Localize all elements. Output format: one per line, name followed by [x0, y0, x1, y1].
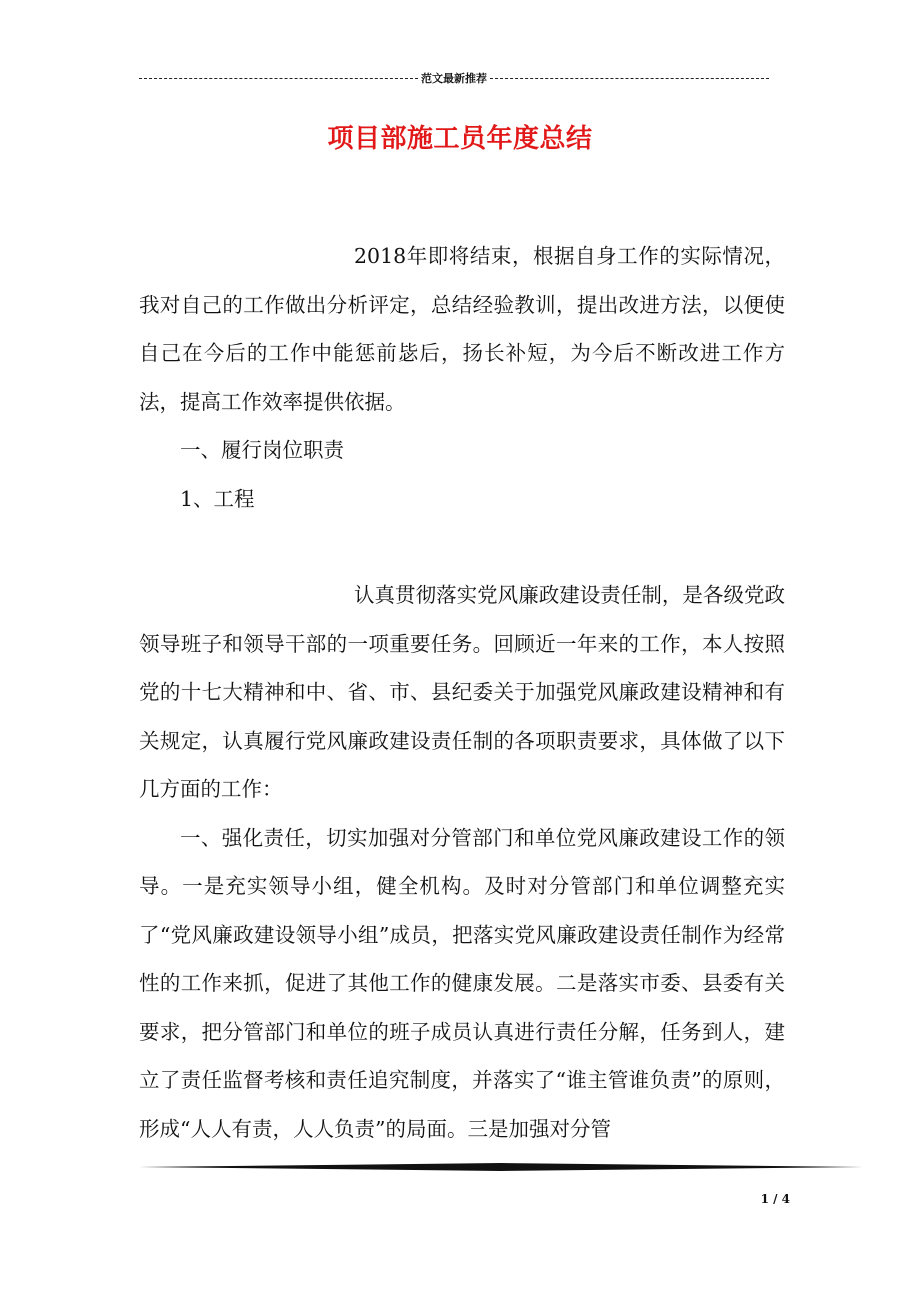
page-header	[139, 68, 769, 88]
header-dashes-left	[139, 78, 418, 79]
header-label: 范文最新推荐	[421, 72, 487, 85]
paragraph-gap	[139, 523, 785, 571]
paragraph-responsibility: 认真贯彻落实党风廉政建设责任制，是各级党政领导班子和领导干部的一项重要任务。回顾近一年来的工作，本人按照党的十七大精神和中、省、市、县纪委关于加强党风廉政建设精神和有关规定，认真履行党风廉政建设责任制的各项职责要求，具体做了以下几方面的工作：	[139, 583, 785, 801]
paragraph-intro: 2018年即将结束，根据自身工作的实际情况，我对自己的工作做出分析评定，总结经验教训，提出改进方法，以便使自己在今后的工作中能惩前毖后，扬长补短，为今后不断改进工作方法，提高工作效率提供依据。	[139, 244, 785, 414]
document-title: 项目部施工员年度总结	[327, 124, 593, 154]
footer-rule	[139, 1163, 863, 1171]
paragraph-point-one: 一、强化责任，切实加强对分管部门和单位党风廉政建设工作的领导。一是充实领导小组，健全机构。及时对分管部门和单位调整充实了“党风廉政建设领导小组”成员，把落实党风廉政建设责任制作为经常性的工作来抓，促进了其他工作的健康发展。二是落实市委、县委有关要求，把分管部门和单位的班子成员认真进行责任分解，任务到人，建立了责任监督考核和责任追究制度，并落实了“谁主管谁负责”的原则，形成“人人有责，人人负责”的局面。三是加强对分管	[139, 825, 785, 1141]
section-heading: 一、履行岗位职责	[180, 438, 344, 462]
header-dashes-right	[490, 78, 769, 79]
page-number: 1 / 4	[760, 1192, 790, 1206]
document-body	[139, 232, 785, 1153]
subsection-heading: 1、工程	[180, 486, 255, 511]
